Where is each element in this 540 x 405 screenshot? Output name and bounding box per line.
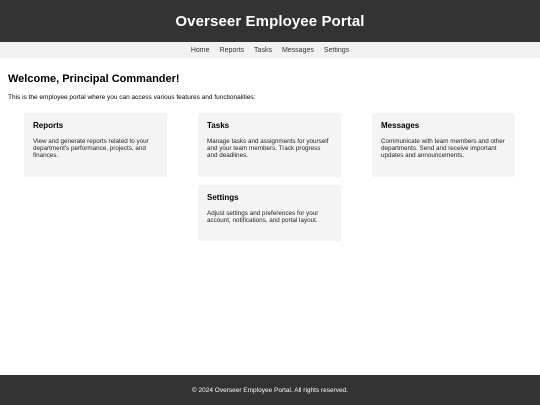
nav-link-tasks[interactable]: Tasks <box>254 46 272 54</box>
portal-title: Overseer Employee Portal <box>175 12 365 30</box>
main-content <box>8 70 532 101</box>
copyright-text: © 2024 Overseer Employee Portal. All rights reserved. <box>191 386 349 394</box>
nav-link-messages[interactable]: Messages <box>281 46 314 54</box>
card-title: Reports <box>33 121 64 130</box>
card-title: Tasks <box>207 121 230 130</box>
card-tasks[interactable] <box>198 113 341 177</box>
card-description: Manage tasks and assignments for yourself and your team members. Track progress and deadlines. <box>207 138 329 160</box>
card-description: Communicate with team members and other departments. Send and receive important updates and announcements. <box>381 138 505 160</box>
card-reports[interactable] <box>24 113 167 177</box>
card-messages[interactable] <box>372 113 515 177</box>
card-description: Adjust settings and preferences for your account, notifications, and portal layout. <box>207 210 319 225</box>
card-title: Messages <box>381 121 420 130</box>
nav-link-reports[interactable]: Reports <box>219 46 245 54</box>
intro-text: This is the employee portal where you can access various features and functionalities: <box>8 94 256 101</box>
card-settings[interactable] <box>198 185 341 241</box>
welcome-heading: Welcome, Principal Commander! <box>8 73 180 85</box>
nav-link-home[interactable]: Home <box>190 46 210 54</box>
footer <box>0 375 540 405</box>
card-description: View and generate reports related to your department's performance, projects, and finances. <box>33 138 149 160</box>
nav-bar <box>0 42 540 58</box>
card-title: Settings <box>207 193 239 202</box>
nav-link-settings[interactable]: Settings <box>323 46 350 54</box>
header <box>0 0 540 42</box>
